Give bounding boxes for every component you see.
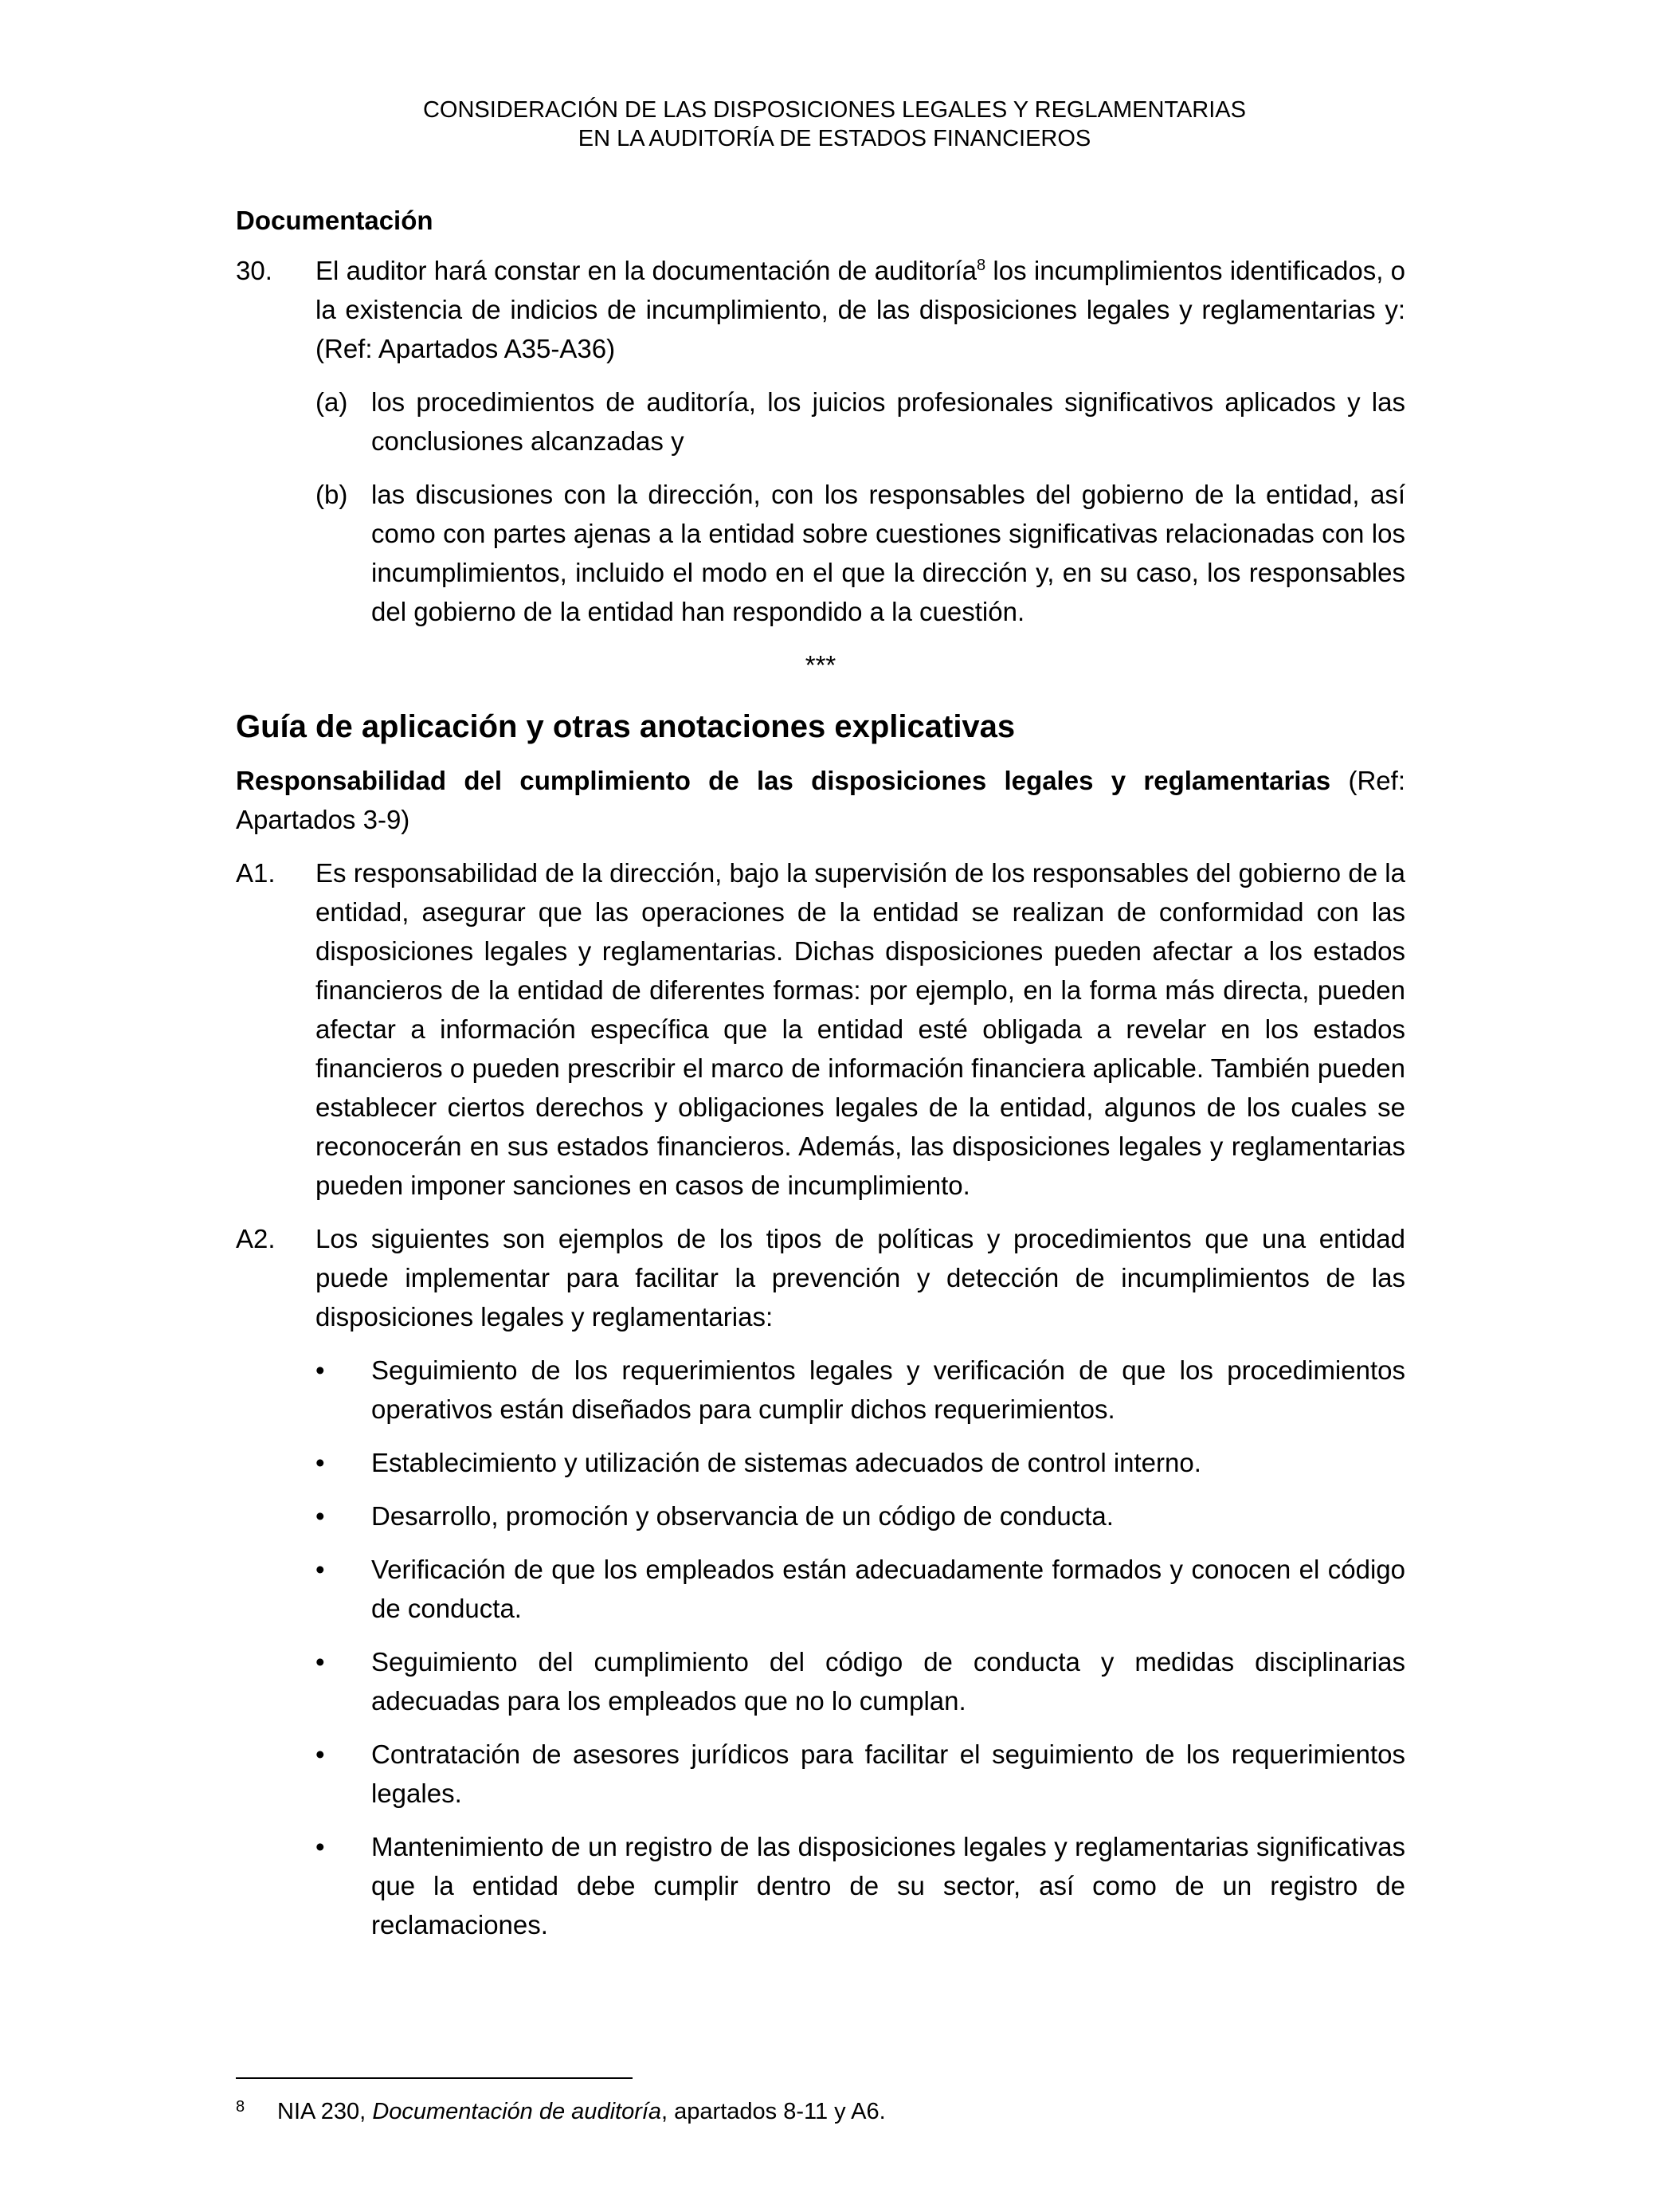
bullet-item xyxy=(315,1443,1405,1482)
bullet-icon: • xyxy=(315,1555,325,1584)
bullet-item xyxy=(315,1351,1405,1429)
paragraph-a2 xyxy=(236,1219,1405,1336)
running-header xyxy=(0,96,1669,153)
bullet-item xyxy=(315,1827,1405,1944)
paragraph-30-sublist xyxy=(315,382,1405,631)
sublist-item-text: las discusiones con la dirección, con los responsables del gobierno de la entidad, así como con partes ajenas a la entidad sobre cuestiones significativas relacionadas con los incumplimientos, incluido el modo en el que la dirección y, en su caso, los responsables del gobierno de la entidad han respondido a la cuestión. xyxy=(371,480,1405,626)
bullet-item xyxy=(315,1550,1405,1628)
subheading-responsibility xyxy=(236,761,1405,839)
section-heading-documentation: Documentación xyxy=(236,206,433,235)
bullet-item xyxy=(315,1496,1405,1535)
bullet-text: Establecimiento y utilización de sistemas adecuados de control interno. xyxy=(371,1448,1201,1477)
section-separator: *** xyxy=(805,650,836,680)
footnote-text-end: , apartados 8-11 y A6. xyxy=(661,2099,886,2124)
paragraph-a1 xyxy=(236,853,1405,1205)
bullet-text: Mantenimiento de un registro de las disposiciones legales y reglamentarias significativas que la entidad debe cumplir dentro de su sector, así como de un registro de reclamaciones. xyxy=(371,1832,1405,1939)
footnote-divider xyxy=(236,2077,633,2079)
paragraph-a2-bullets xyxy=(315,1351,1405,1944)
paragraph-text xyxy=(315,251,1405,368)
footnote-mark: 8 xyxy=(236,2098,245,2116)
bullet-text: Desarrollo, promoción y observancia de un código de conducta. xyxy=(371,1501,1114,1531)
bullet-text: Seguimiento de los requerimientos legales y verificación de que los procedimientos operativos están diseñados para cumplir dichos requerimientos. xyxy=(371,1355,1405,1424)
footnote-italic-title: Documentación de auditoría xyxy=(372,2099,662,2124)
header-line-2: EN LA AUDITORÍA DE ESTADOS FINANCIEROS xyxy=(578,126,1091,151)
footnote-text-start: NIA 230, xyxy=(277,2099,373,2124)
guide-title: Guía de aplicación y otras anotaciones explicativas xyxy=(236,709,1016,744)
paragraph-text: Los siguientes son ejemplos de los tipos de políticas y procedimientos que una entidad puede implementar para facilitar la prevención y detección de incumplimientos de las disposiciones legales y reglamentarias: xyxy=(315,1224,1405,1332)
sublist-item-text: los procedimientos de auditoría, los juicios profesionales significativos aplicados y las conclusiones alcanzadas y xyxy=(371,387,1405,456)
paragraph-30 xyxy=(236,251,1405,368)
paragraph-number: A1. xyxy=(236,858,276,888)
sublist-item-label: (a) xyxy=(315,387,348,417)
sublist-item-a xyxy=(315,382,1405,461)
bullet-icon: • xyxy=(315,1832,325,1861)
bullet-item xyxy=(315,1735,1405,1813)
bullet-text: Contratación de asesores jurídicos para facilitar el seguimiento de los requerimientos legales. xyxy=(371,1739,1405,1808)
bullet-icon: • xyxy=(315,1647,325,1677)
paragraph-text-end: los incumplimientos identificados, o la existencia de indicios de incumplimiento, de las disposiciones legales y reglamentarias y: (Ref: Apartados A35-A36) xyxy=(315,256,1405,363)
sublist-item-b xyxy=(315,475,1405,631)
paragraph-text-start: El auditor hará constar en la documentación de auditoría xyxy=(315,256,978,285)
main-content xyxy=(236,201,1405,1959)
footnote-text xyxy=(277,2096,886,2128)
bullet-icon: • xyxy=(315,1739,325,1769)
sublist-item-label: (b) xyxy=(315,480,348,509)
bullet-text: Verificación de que los empleados están adecuadamente formados y conocen el código de conducta. xyxy=(371,1555,1405,1623)
paragraph-number: A2. xyxy=(236,1224,276,1253)
subheading-bold-text: Responsabilidad del cumplimiento de las disposiciones legales y reglamentarias xyxy=(236,766,1331,795)
bullet-icon: • xyxy=(315,1501,325,1531)
footnote-reference: 8 xyxy=(977,257,986,274)
paragraph-number: 30. xyxy=(236,256,272,285)
bullet-icon: • xyxy=(315,1355,325,1385)
header-line-1: CONSIDERACIÓN DE LAS DISPOSICIONES LEGALES Y REGLAMENTARIAS xyxy=(422,97,1246,123)
paragraph-text: Es responsabilidad de la dirección, bajo la supervisión de los responsables del gobierno de la entidad, asegurar que las operaciones de la entidad se realizan de conformidad con las disposiciones legales y reglamentarias. Dichas disposiciones pueden afectar a los estados financieros de la entidad de diferentes formas: por ejemplo, en la forma más directa, pueden afectar a información específica que la entidad esté obligada a revelar en los estados financieros o pueden prescribir el marco de información financiera aplicable. También pueden establecer ciertos derechos y obligaciones legales de la entidad, algunos de los cuales se reconocerán en sus estados financieros. Además, las disposiciones legales y reglamentarias pueden imponer sanciones en casos de incumplimiento. xyxy=(315,858,1405,1200)
bullet-icon: • xyxy=(315,1448,325,1477)
footnote-8 xyxy=(236,2096,1405,2128)
bullet-text: Seguimiento del cumplimiento del código de conducta y medidas disciplinarias adecuadas para los empleados que no lo cumplan. xyxy=(371,1647,1405,1716)
bullet-item xyxy=(315,1642,1405,1720)
subheading-reference: (Ref: Apartados 3-9) xyxy=(236,766,1405,834)
